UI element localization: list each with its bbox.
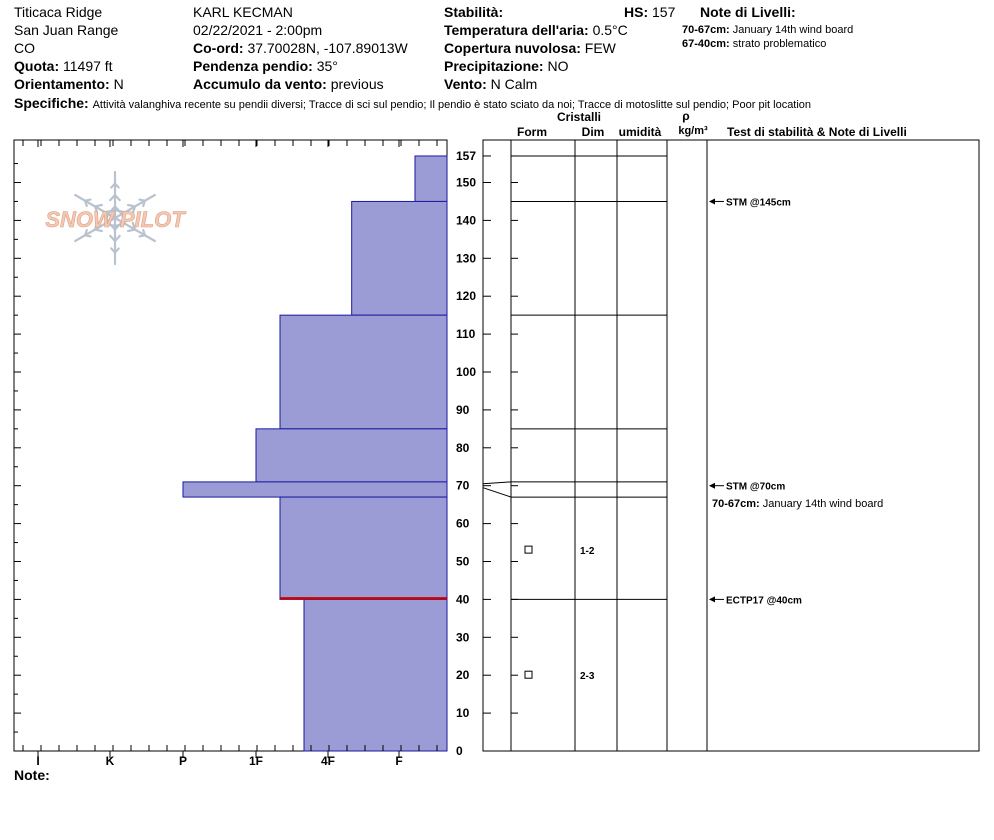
layer-note-text: strato problematico xyxy=(732,38,827,50)
height-tick-label: 30 xyxy=(456,630,470,645)
notes-label: Note: xyxy=(14,767,50,783)
hardness-bar xyxy=(256,429,447,482)
height-tick-label: 10 xyxy=(456,706,470,721)
hardness-bar xyxy=(280,497,447,599)
hardness-tick-label: F xyxy=(395,754,403,768)
aspect-label: Orientamento: xyxy=(14,76,110,92)
slope-value: 35° xyxy=(316,58,338,74)
observation-datetime: 02/22/2021 - 2:00pm xyxy=(193,22,323,38)
stability-test-label: STM @145cm xyxy=(726,197,791,209)
layer-connector xyxy=(483,488,511,497)
arrow-head-icon xyxy=(709,596,715,602)
crystal-size: 2-3 xyxy=(580,671,595,683)
hardness-tick-label: 1F xyxy=(248,754,264,768)
crystal-entries xyxy=(525,546,595,682)
height-tick-label: 150 xyxy=(456,175,477,190)
moisture-header: umidità xyxy=(618,125,662,139)
sky-label: Copertura nuvolosa: xyxy=(444,40,581,56)
height-tick-label: 120 xyxy=(456,289,477,304)
height-tick-label: 20 xyxy=(456,668,470,683)
hardness-bars xyxy=(183,156,447,751)
stability-tests xyxy=(709,197,883,606)
state: CO xyxy=(14,40,35,56)
hs-value: 157 xyxy=(652,4,676,20)
height-tick-label: 130 xyxy=(456,251,477,266)
layer-notes-title: Note di Livelli: xyxy=(700,4,796,20)
wind-value: N Calm xyxy=(490,76,538,92)
precip-label: Precipitazione: xyxy=(444,58,544,74)
height-tick-label: 110 xyxy=(456,327,476,342)
stability-label: Stabilità: xyxy=(444,4,504,20)
hardness-bar xyxy=(304,599,447,751)
hardness-bar xyxy=(352,201,447,315)
size-header: Dim xyxy=(581,125,605,139)
layer-table-frame xyxy=(483,140,979,751)
height-tick-label: 70 xyxy=(456,478,470,493)
faceted-crystal-icon xyxy=(525,671,532,678)
elevation-value: 11497 ft xyxy=(63,58,113,74)
height-tick-label: 0 xyxy=(456,744,463,758)
density-symbol: ρ xyxy=(682,109,690,123)
wind-loading-value: previous xyxy=(330,76,384,92)
faceted-crystal-icon xyxy=(525,546,532,553)
stability-test-label: STM @70cm xyxy=(726,481,786,493)
height-tick-label: 60 xyxy=(456,516,470,531)
arrow-head-icon xyxy=(709,483,715,489)
slope-label: Pendenza pendio: xyxy=(193,58,313,74)
wind-loading-label: Accumulo da vento: xyxy=(193,76,327,92)
height-tick-label: 140 xyxy=(456,213,477,228)
specifics-label: Specifiche: xyxy=(14,95,89,111)
hardness-bar xyxy=(280,315,447,429)
layer-note-range: 67-40cm: xyxy=(682,38,730,50)
coord-label: Co-ord: xyxy=(193,40,244,56)
precip-value: NO xyxy=(547,58,569,74)
sky-value: FEW xyxy=(584,40,616,56)
layer-note-text: January 14th wind board xyxy=(732,24,854,36)
layer-note-range: 70-67cm: xyxy=(682,24,730,36)
location-name: Titicaca Ridge xyxy=(14,4,103,20)
flake-branch xyxy=(85,235,90,236)
elevation-label: Quota: xyxy=(14,58,60,74)
table-height-ticks xyxy=(483,156,518,751)
hardness-bar xyxy=(415,156,447,201)
hardness-tick-label: I xyxy=(36,754,40,768)
observer-name: KARL KECMAN xyxy=(193,4,293,20)
height-tick-label: 50 xyxy=(456,554,470,569)
density-unit: kg/m³ xyxy=(678,125,708,137)
hardness-tick-label: 4F xyxy=(320,754,336,768)
hardness-tick-label: P xyxy=(178,754,188,768)
height-tick-label: 90 xyxy=(456,402,470,417)
air-temp-label: Temperatura dell'aria: xyxy=(444,22,589,38)
hs-label: HS: xyxy=(624,4,649,20)
crystal-size: 1-2 xyxy=(580,546,595,558)
snowpilot-logo xyxy=(45,172,186,264)
wind-label: Vento: xyxy=(444,76,487,92)
layer-connector xyxy=(483,482,511,484)
hardness-tick-label: K xyxy=(105,754,115,768)
coord-value: 37.70028N, -107.89013W xyxy=(247,40,408,56)
crystals-header: Cristalli xyxy=(556,110,602,124)
hardness-bar xyxy=(183,482,447,497)
stability-test-label: ECTP17 @40cm xyxy=(726,595,802,607)
layer-note-row: 70-67cm: January 14th wind board xyxy=(712,498,884,511)
specifics-value: Attività valanghiva recente su pendii diversi; Tracce di sci sul pendio; Il pendio è stato sciato da noi; Tracce di motoslitte sul pendio; Poor pit location xyxy=(92,99,812,111)
mountain-range: San Juan Range xyxy=(14,22,119,38)
height-tick-label: 100 xyxy=(456,365,477,379)
aspect-value: N xyxy=(113,76,124,92)
air-temp-value: 0.5°C xyxy=(592,22,628,38)
logo-text: SNOW PILOT xyxy=(45,207,185,232)
flake-branch xyxy=(140,200,145,201)
arrow-head-icon xyxy=(709,198,715,204)
height-tick-label: 80 xyxy=(456,440,470,455)
form-header: Form xyxy=(517,125,547,139)
height-tick-label: 157 xyxy=(456,148,477,163)
tests-header: Test di stabilità & Note di Livelli xyxy=(727,125,907,139)
height-tick-label: 40 xyxy=(456,592,470,607)
